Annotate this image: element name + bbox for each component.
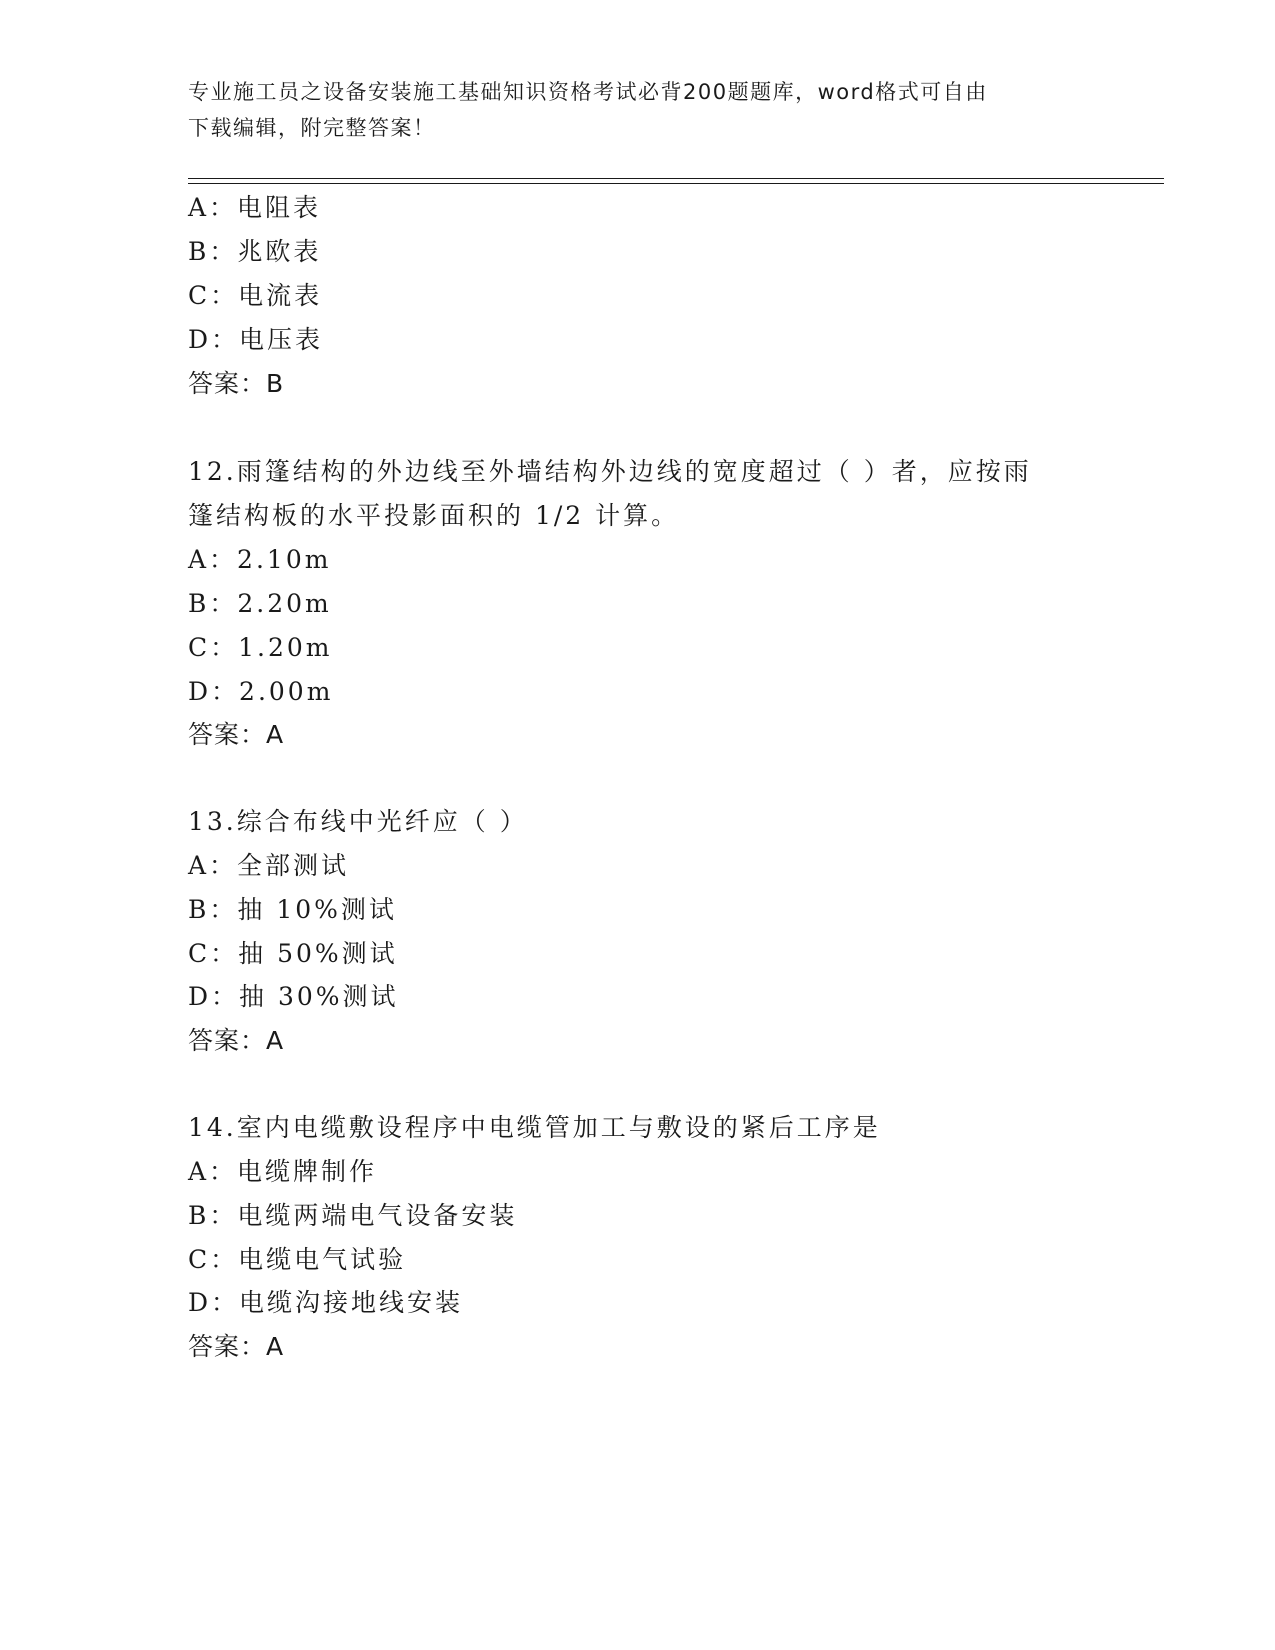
q14-option-b: B：电缆两端电气设备安装: [188, 1201, 518, 1230]
q14-stem: 14.室内电缆敷设程序中电缆管加工与敷设的紧后工序是: [188, 1113, 881, 1142]
q14-option-c: C：电缆电气试验: [188, 1245, 407, 1274]
q13-option-d: D：抽 30%测试: [188, 982, 399, 1011]
q11-option-b: B：兆欧表: [188, 237, 322, 266]
q12-option-a: A：2.10m: [188, 545, 332, 574]
q13-stem: 13.综合布线中光纤应（ ）: [188, 807, 528, 836]
q11-option-d: D：电压表: [188, 325, 324, 354]
header-line-2: 下载编辑，附完整答案！: [188, 116, 436, 140]
q12-option-b: B：2.20m: [188, 589, 332, 618]
q13-option-a: A：全部测试: [188, 851, 350, 880]
q14-answer: 答案：A: [188, 1332, 285, 1361]
header-divider-bottom: [188, 183, 1164, 184]
q11-answer: 答案：B: [188, 369, 285, 398]
q13-option-b: B：抽 10%测试: [188, 895, 397, 924]
q14-option-d: D：电缆沟接地线安装: [188, 1288, 464, 1317]
q12-stem-line-1: 12.雨篷结构的外边线至外墙结构外边线的宽度超过（ ）者，应按雨: [188, 457, 1032, 486]
q12-answer: 答案：A: [188, 720, 285, 749]
header-line-1: 专业施工员之设备安装施工基础知识资格考试必背200题题库，word格式可自由: [188, 80, 988, 104]
q12-stem-line-2: 篷结构板的水平投影面积的 1/2 计算。: [188, 501, 680, 530]
q13-option-c: C：抽 50%测试: [188, 939, 398, 968]
q11-option-c: C：电流表: [188, 281, 323, 310]
document-header: [188, 74, 1068, 146]
q12-option-c: C：1.20m: [188, 633, 333, 662]
q13-answer: 答案：A: [188, 1026, 285, 1055]
header-divider-top: [188, 178, 1164, 179]
q12-option-d: D：2.00m: [188, 677, 334, 706]
q11-option-a: A：电阻表: [188, 193, 322, 222]
q14-option-a: A：电缆牌制作: [188, 1157, 378, 1186]
